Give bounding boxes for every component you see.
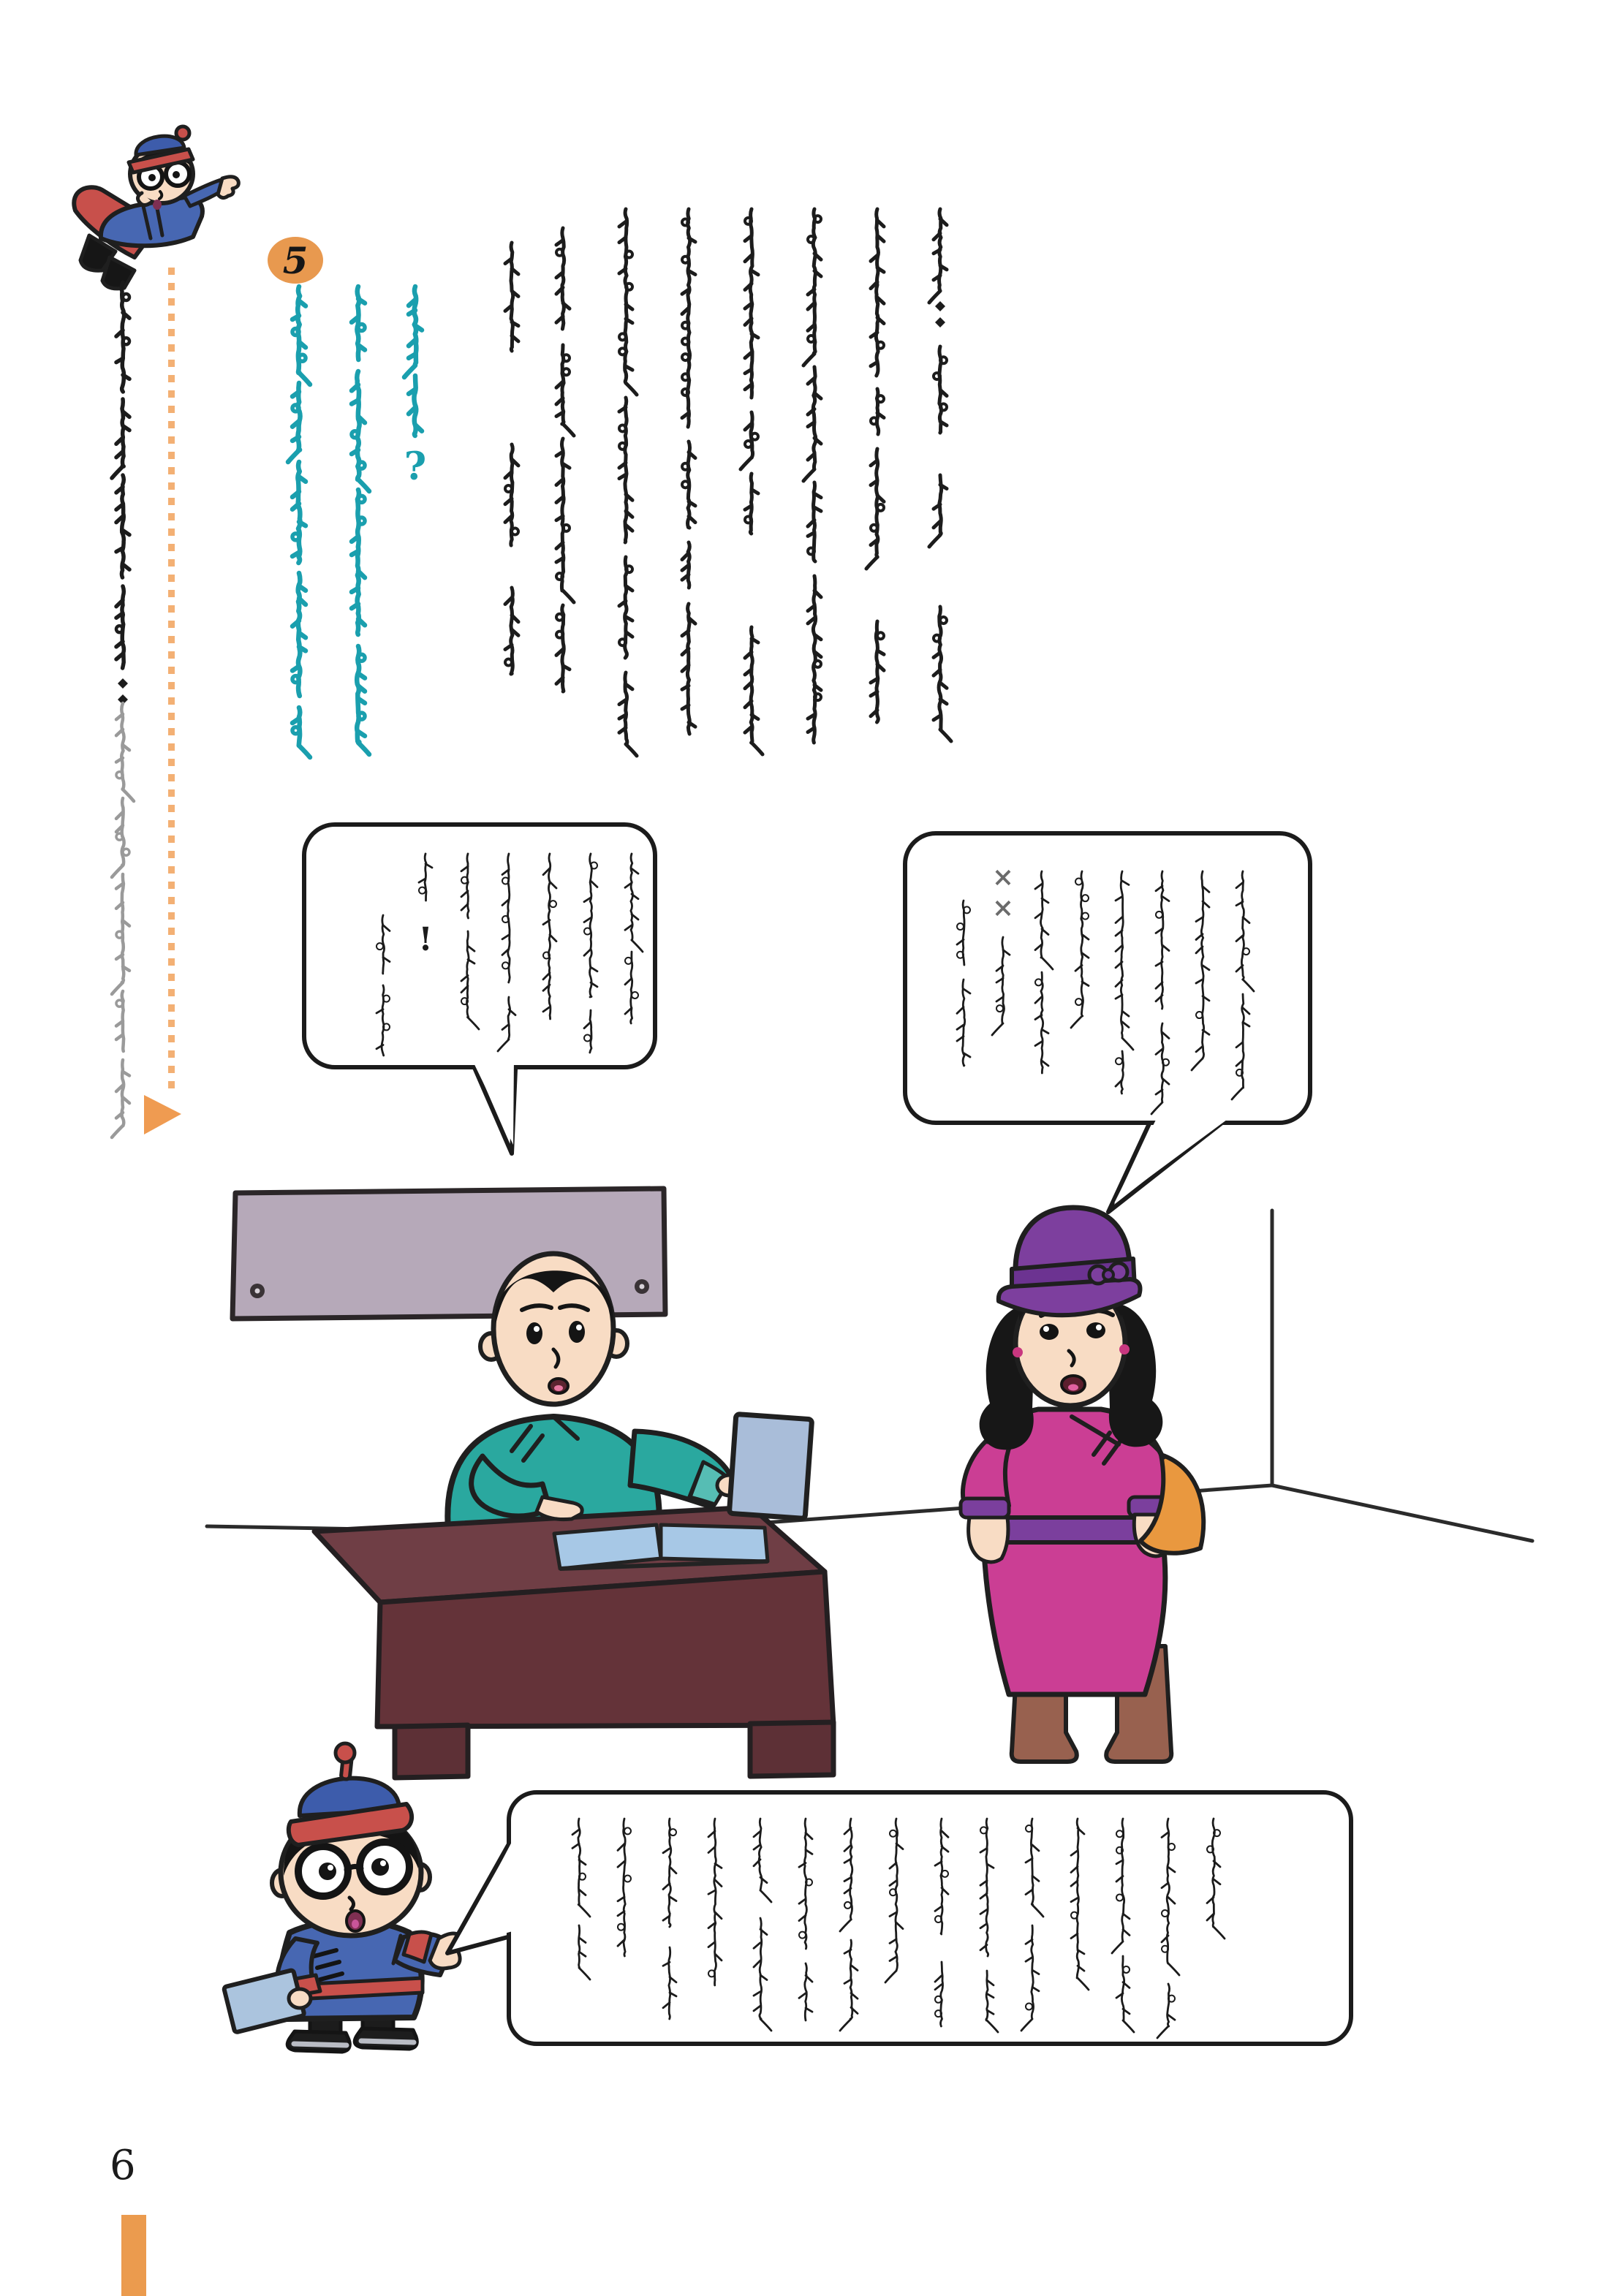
svg-text:?: ? <box>404 444 427 489</box>
sidebar-arrow-icon <box>144 1095 181 1134</box>
earring-icon <box>1119 1344 1130 1355</box>
lesson-number: 5 <box>282 238 309 282</box>
speech-bubble-customer <box>905 833 1310 1212</box>
customer-character <box>961 1208 1203 1762</box>
svg-text:!: ! <box>418 921 433 958</box>
earring-icon <box>1013 1347 1023 1357</box>
mascot-flying <box>74 126 238 289</box>
page-number: 6 <box>110 2142 136 2189</box>
hand <box>969 1518 1008 1562</box>
hand <box>218 177 238 198</box>
svg-text:×: × <box>991 893 1015 923</box>
speech-bubble-clerk <box>304 825 655 1153</box>
document-card-clerk <box>729 1414 812 1519</box>
svg-text:×: × <box>991 862 1015 893</box>
mascot-pointing <box>224 1743 464 2052</box>
footer-accent-bar <box>121 2215 146 2296</box>
hat <box>999 1208 1140 1315</box>
